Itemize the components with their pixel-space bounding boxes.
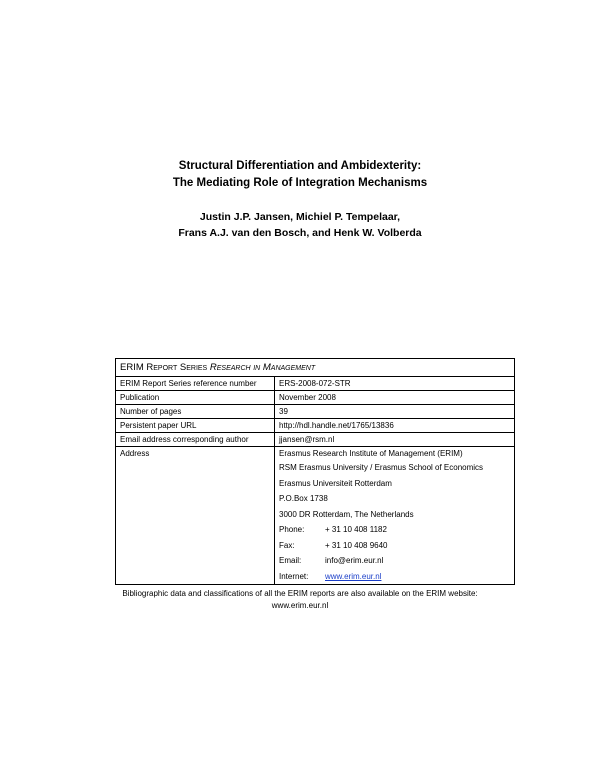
address-line: Erasmus Universiteit Rotterdam (279, 478, 392, 488)
row-value-email-author: jjansen@rsm.nl (275, 433, 515, 447)
authors-line-1: Justin J.P. Jansen, Michiel P. Tempelaar, (199, 211, 401, 223)
contact-email (279, 553, 510, 569)
row-value-reference-number: ERS-2008-072-STR (275, 377, 515, 391)
address-line: 3000 DR Rotterdam, The Netherlands (279, 509, 414, 519)
contact-phone (279, 522, 510, 538)
table-row (116, 419, 515, 433)
author-list (0, 209, 600, 241)
row-label-publication: Publication (116, 391, 275, 405)
table-row (116, 377, 515, 391)
header-report-series: Report Series (146, 362, 208, 373)
row-value-number-of-pages: 39 (275, 405, 515, 419)
contact-email-value: info@erim.eur.nl (325, 556, 384, 565)
contact-phone-value: + 31 10 408 1182 (325, 525, 387, 534)
table-row (116, 405, 515, 419)
contact-internet (279, 569, 510, 585)
table-row (116, 433, 515, 447)
table-header (116, 359, 515, 377)
contact-phone-label: Phone: (279, 525, 305, 534)
address-line: RSM Erasmus University / Erasmus School of Economics (279, 463, 484, 472)
row-label-reference-number: ERIM Report Series reference number (116, 377, 275, 391)
title-line-1: Structural Differentiation and Ambidexterity: (178, 160, 422, 172)
row-label-number-of-pages: Number of pages (116, 405, 275, 419)
row-label-address: Address (116, 447, 275, 585)
header-research-in-management: Research in Management (209, 362, 316, 373)
internet-link[interactable]: www.erim.eur.nl (325, 571, 382, 581)
row-value-persistent-url: http://hdl.handle.net/1765/13836 (275, 419, 515, 433)
address-block (275, 447, 515, 585)
row-label-persistent-url: Persistent paper URL (116, 419, 275, 433)
title-line-2: The Mediating Role of Integration Mechanisms (172, 177, 428, 189)
footer-website: www.erim.eur.nl (271, 601, 329, 610)
contact-internet-label: Internet: (279, 571, 309, 581)
row-label-email-author: Email address corresponding author (116, 433, 275, 447)
row-value-publication: November 2008 (275, 391, 515, 405)
contact-fax-value: + 31 10 408 9640 (325, 540, 388, 550)
contact-fax (279, 538, 510, 554)
report-info-table (115, 358, 515, 585)
authors-line-2: Frans A.J. van den Bosch, and Henk W. Volberda (178, 227, 422, 239)
contact-fax-label: Fax: (279, 540, 295, 550)
table-row (116, 391, 515, 405)
address-line: Erasmus Research Institute of Management (ERIM) (279, 449, 463, 458)
table-header-row (116, 359, 515, 377)
address-line: P.O.Box 1738 (279, 494, 328, 503)
header-erim: ERIM (120, 362, 144, 373)
footer-note (0, 588, 600, 612)
footer-line-1: Bibliographic data and classifications of all the ERIM reports are also available on the ERIM website: (122, 589, 478, 598)
contact-email-label: Email: (279, 556, 302, 565)
paper-title (0, 158, 600, 192)
table-row-address (116, 447, 515, 585)
